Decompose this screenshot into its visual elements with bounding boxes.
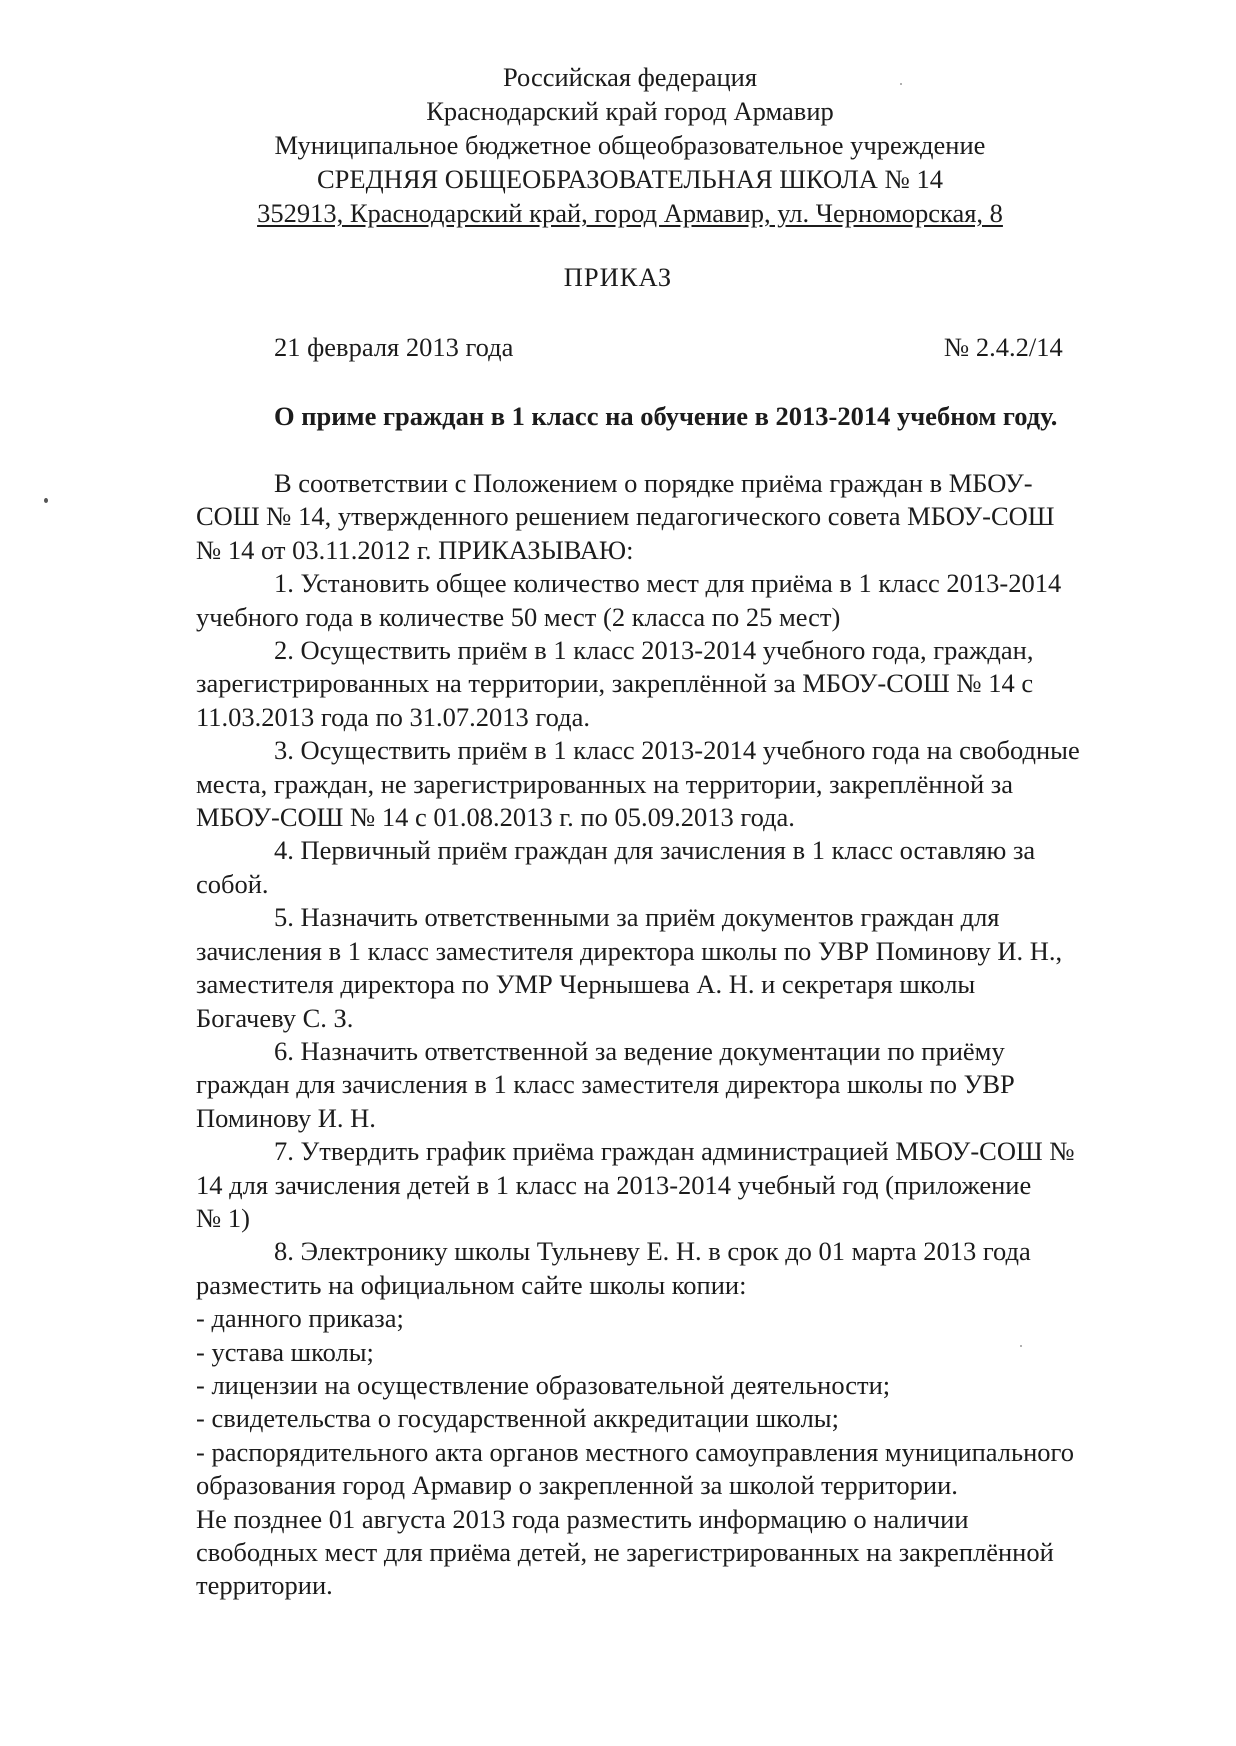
body-line: 5. Назначить ответственными за приём документов граждан для: [274, 902, 1000, 933]
body-line: - распорядительного акта органов местного самоуправления муниципального: [196, 1436, 1075, 1467]
body-line: зачисления в 1 класс заместителя директора школы по УВР Поминову И. Н.,: [196, 935, 1063, 966]
body-line: 11.03.2013 года по 31.07.2013 года.: [196, 701, 590, 732]
body-line: свободных мест для приёма детей, не зарегистрированных на закреплённой: [196, 1537, 1054, 1567]
document-header: [0, 60, 1236, 230]
body-line: 4. Первичный приём граждан для зачисления в 1 класс оставляю за: [274, 835, 1036, 866]
body-line: 8. Электронику школы Тульневу Е. Н. в срок до 01 марта 2013 года: [274, 1236, 1031, 1267]
body-line: заместителя директора по УМР Чернышева А. Н. и секретаря школы: [196, 969, 976, 1000]
body-line: - свидетельства о государственной аккредитации школы;: [196, 1403, 839, 1434]
document-date: 21 февраля 2013 года: [274, 332, 514, 362]
body-line: В соответствии с Положением о порядке приёма граждан в МБОУ-: [274, 468, 1033, 498]
header-address: 352913, Краснодарский край, город Армавир, ул. Черноморская, 8: [257, 198, 1003, 228]
scan-speck: [900, 83, 902, 85]
body-line: - устава школы;: [196, 1336, 374, 1367]
body-line: 2. Осуществить приём в 1 класс 2013-2014 учебного года, граждан,: [274, 635, 1034, 666]
body-line: № 14 от 03.11.2012 г. ПРИКАЗЫВАЮ:: [196, 534, 634, 565]
body-line: МБОУ-СОШ № 14 с 01.08.2013 г. по 05.09.2013 года.: [196, 802, 795, 833]
body-line: зарегистрированных на территории, закреплённой за МБОУ-СОШ № 14 с: [196, 668, 1034, 699]
body-line: - данного приказа;: [196, 1303, 404, 1334]
document-subject: О приме граждан в 1 класс на обучение в 2013-2014 учебном году.: [274, 401, 1058, 431]
header-region-city: Краснодарский край город Армавир: [426, 96, 834, 126]
body-line: граждан для зачисления в 1 класс заместителя директора школы по УВР: [196, 1069, 1015, 1100]
body-line: образования город Армавир о закрепленной за школой территории.: [196, 1470, 958, 1501]
body-line: СОШ № 14, утвержденного решением педагогического совета МБОУ-СОШ: [196, 501, 1055, 532]
document-number: № 2.4.2/14: [944, 332, 1063, 362]
body-line: собой.: [196, 868, 269, 899]
body-line: Не позднее 01 августа 2013 года разместить информацию о наличии: [196, 1503, 969, 1534]
body-line: 7. Утвердить график приёма граждан администрацией МБОУ-СОШ №: [274, 1136, 1075, 1167]
document-body: [196, 467, 1176, 1603]
body-line: Богачеву С. З.: [196, 1002, 354, 1033]
body-line: 6. Назначить ответственной за ведение документации по приёму: [274, 1035, 1005, 1066]
body-line: - лицензии на осуществление образовательной деятельности;: [196, 1369, 891, 1400]
header-institution-type: Муниципальное бюджетное общеобразовательное учреждение: [274, 130, 986, 160]
body-line: 1. Установить общее количество мест для приёма в 1 класс 2013-2014: [274, 568, 1062, 599]
body-line: разместить на официальном сайте школы копии:: [196, 1269, 747, 1300]
scan-speck: [1020, 1345, 1022, 1347]
body-line: 14 для зачисления детей в 1 класс на 2013-2014 учебный год (приложение: [196, 1169, 1032, 1200]
body-line: 3. Осуществить приём в 1 класс 2013-2014 учебного года на свободные: [274, 735, 1080, 766]
body-line: учебного года в количестве 50 мест (2 класса по 25 мест): [196, 601, 841, 632]
header-country: Российская федерация: [502, 62, 758, 92]
body-line: Поминову И. Н.: [196, 1102, 376, 1133]
document-type-title: ПРИКАЗ: [563, 262, 673, 292]
body-line: № 1): [196, 1202, 250, 1233]
body-line: территории.: [196, 1570, 333, 1601]
scan-speck: [44, 498, 48, 503]
header-school-name: СРЕДНЯЯ ОБЩЕОБРАЗОВАТЕЛЬНАЯ ШКОЛА № 14: [317, 164, 943, 194]
body-line: места, граждан, не зарегистрированных на территории, закреплённой за: [196, 768, 1014, 799]
